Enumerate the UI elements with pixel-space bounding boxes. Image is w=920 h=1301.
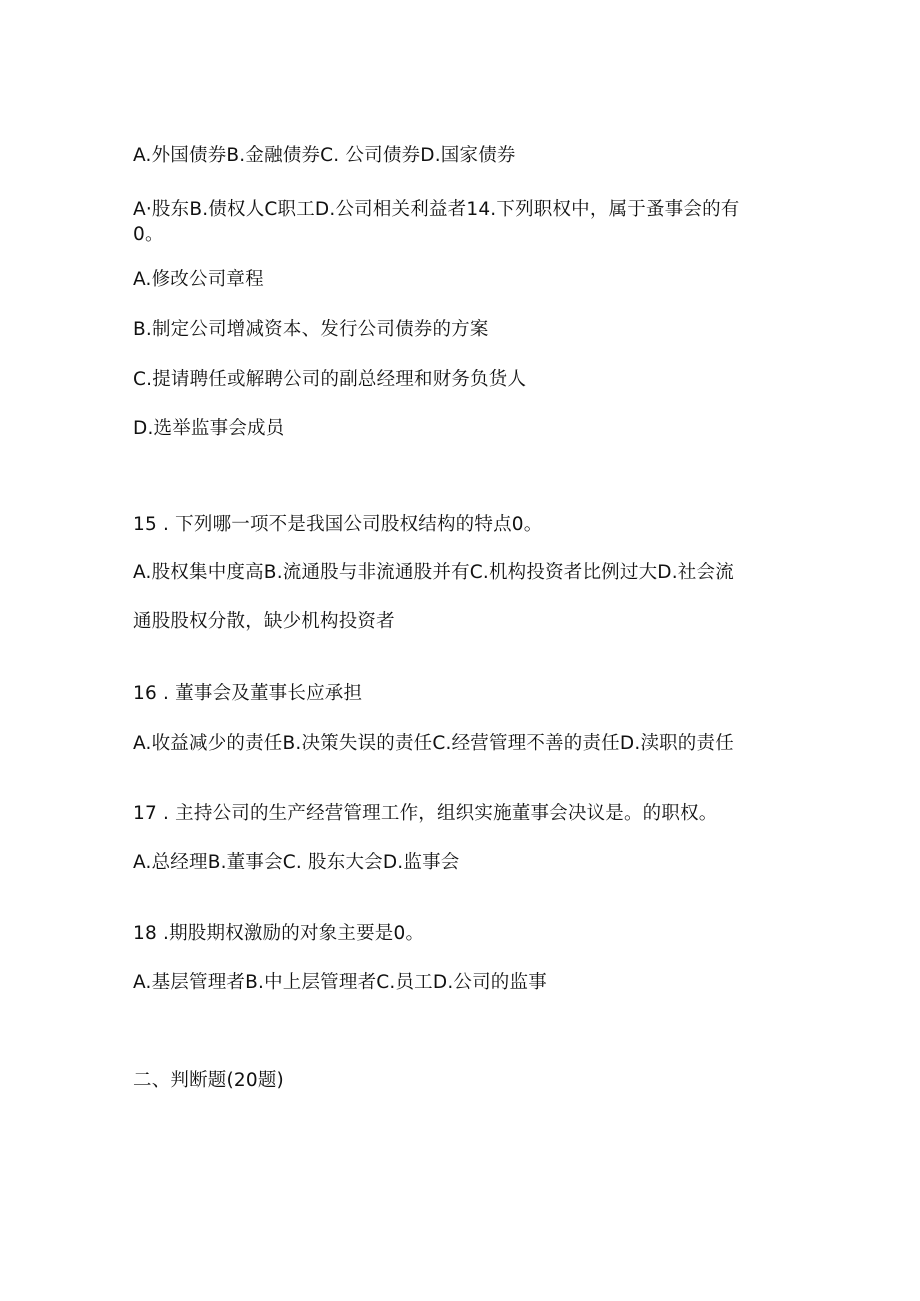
q13-options: A.外国债券B.金融债券C. 公司债券D.国家债券 xyxy=(133,145,516,166)
section-heading: 二、判断题(20题) xyxy=(133,1070,284,1091)
q18-options: A.基层管理者B.中上层管理者C.员工D.公司的监事 xyxy=(133,972,547,993)
q15-options-continued: 通股股权分散，缺少机构投资者 xyxy=(133,611,395,632)
q16-stem: 16 . 董事会及董事长应承担 xyxy=(133,683,363,704)
q14-option-a: A.修改公司章程 xyxy=(133,269,264,290)
q14-option-c: C.提请聘任或解聘公司的副总经理和财务负货人 xyxy=(133,369,527,390)
q18-stem: 18 .期股期权激励的对象主要是0。 xyxy=(133,923,425,944)
q15-options: A.股权集中度高B.流通股与非流通股并有C.机构投资者比例过大D.社会流 xyxy=(133,562,734,583)
q17-stem: 17 . 主持公司的生产经营管理工作，组织实施董事会决议是。的职权。 xyxy=(133,803,718,824)
q16-options: A.收益减少的责任B.决策失误的责任C.经营管理不善的责任D.渎职的责任 xyxy=(133,733,734,754)
q14-option-b: B.制定公司增减资本、发行公司债券的方案 xyxy=(133,319,489,340)
q14-stem-continued: 0。 xyxy=(133,224,164,245)
q17-options: A.总经理B.董事会C. 股东大会D.监事会 xyxy=(133,852,460,873)
q13b-options-q14-stem: A·股东B.债权人C职工D.公司相关利益者14.下列职权中，属于蚤事会的有 xyxy=(133,199,740,220)
q15-stem: 15 . 下列哪一项不是我国公司股权结构的特点0。 xyxy=(133,514,543,535)
q14-option-d: D.选举监事会成员 xyxy=(133,418,285,439)
